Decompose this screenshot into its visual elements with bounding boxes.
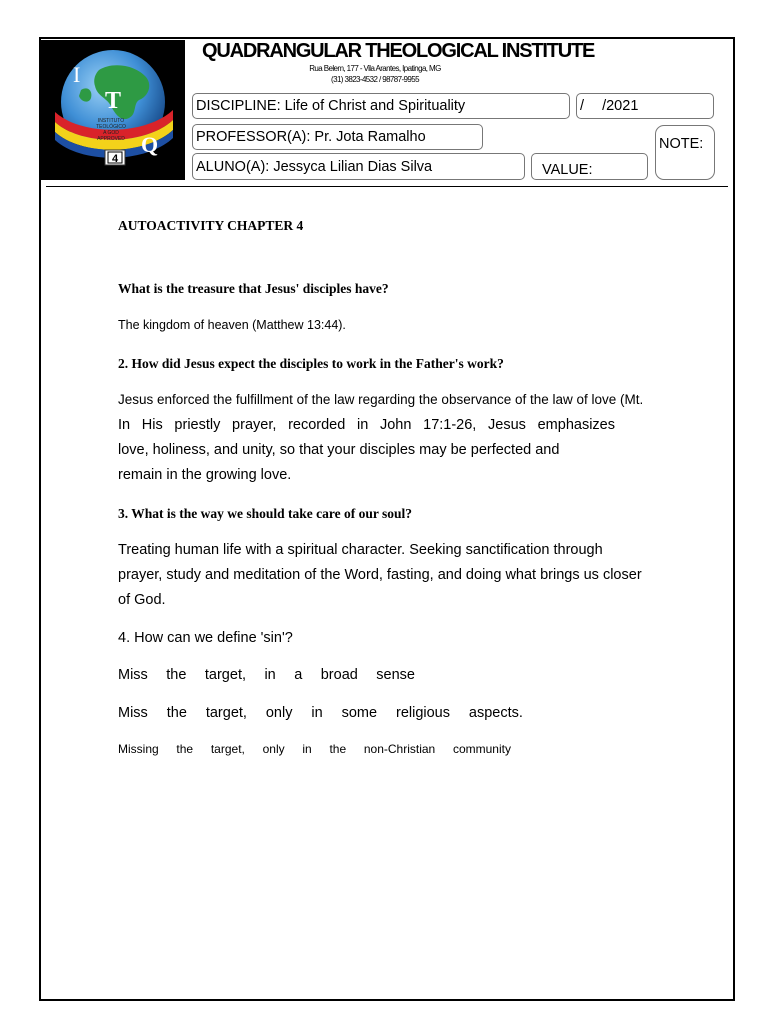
word: Jesus [488,417,526,433]
word: priestly [174,417,221,433]
svg-text:APPROVED: APPROVED [97,136,125,142]
option-2 [118,705,523,721]
date-slash: / [580,98,585,114]
word: Miss [118,667,148,683]
svg-text:A GOD: A GOD [103,130,119,136]
word: recorded [288,417,346,433]
svg-text:INSTITUTO: INSTITUTO [97,118,125,124]
date-field [576,93,714,119]
word: target, [205,705,247,721]
word: target, [204,667,246,683]
word: in [357,417,369,433]
answer-3-line-2: prayer, study and meditation of the Word, fasting, and doing what brings us closer [118,567,642,583]
word: Missing [118,742,159,756]
answer-2-line-2 [118,417,615,433]
document-title: AUTOACTIVITY CHAPTER 4 [118,218,304,233]
answer-3-line-1: Treating human life with a spiritual character. Seeking sanctification through [118,542,603,558]
address-line-1: Rua Belem, 177 - Vila Arantes, Ipatinga, MG [309,64,441,73]
logo-letter-i: I [73,62,81,87]
question-2: 2. How did Jesus expect the disciples to work in the Father's work? [118,356,504,371]
word: John [379,417,412,433]
professor-field: PROFESSOR(A): Pr. Jota Ramalho [192,124,483,150]
header-divider [46,186,728,187]
word: some [341,705,378,721]
institute-logo [41,40,185,180]
globe-logo-icon [41,40,185,180]
answer-3-line-3: of God. [118,592,166,608]
word: in [311,705,323,721]
word: emphasizes [537,417,615,433]
student-field: ALUNO(A): Jessyca Lilian Dias Silva [192,153,525,180]
word: in [264,667,276,683]
svg-text:T: T [105,88,122,114]
answer-2-line-3: love, holiness, and unity, so that your disciples may be perfected and [118,442,560,458]
word: the [176,742,194,756]
note-field: NOTE: [655,125,715,180]
svg-text:TEOLÓGICO: TEOLÓGICO [96,124,126,130]
word: in [302,742,312,756]
word: 17:1-26, [423,417,477,433]
word: In [118,417,131,433]
word: non-Christian [363,742,436,756]
word: only [262,742,285,756]
word: aspects. [468,705,523,721]
value-field: VALUE: [531,153,648,180]
word: target, [210,742,245,756]
option-1 [118,667,415,683]
word: religious [396,705,450,721]
svg-text:Q: Q [141,132,159,157]
discipline-field: DISCIPLINE: Life of Christ and Spirituality [192,93,570,119]
word: the [166,705,187,721]
option-3 [118,742,511,756]
answer-2-line-1: Jesus enforced the fulfillment of the law regarding the observance of the law of love (Mt. [118,392,644,407]
question-1: What is the treasure that Jesus' disciples have? [118,281,389,296]
answer-1: The kingdom of heaven (Matthew 13:44). [118,318,346,332]
word: His [141,417,163,433]
word: the [329,742,347,756]
word: Miss [118,705,148,721]
word: prayer, [232,417,277,433]
word: community [452,742,511,756]
question-3: 3. What is the way we should take care of our soul? [118,506,413,521]
address-line-2: (31) 3823-4532 / 98787-9955 [331,75,419,84]
question-4: 4. How can we define 'sin'? [118,630,293,646]
institute-name: QUADRANGULAR THEOLOGICAL INSTITUTE [202,40,595,62]
word: the [166,667,187,683]
svg-text:4: 4 [111,153,119,165]
word: a [294,667,303,683]
date-year: /2021 [602,98,639,114]
word: only [265,705,293,721]
word: broad [320,667,358,683]
answer-2-line-4: remain in the growing love. [118,467,292,483]
word: sense [376,667,415,683]
